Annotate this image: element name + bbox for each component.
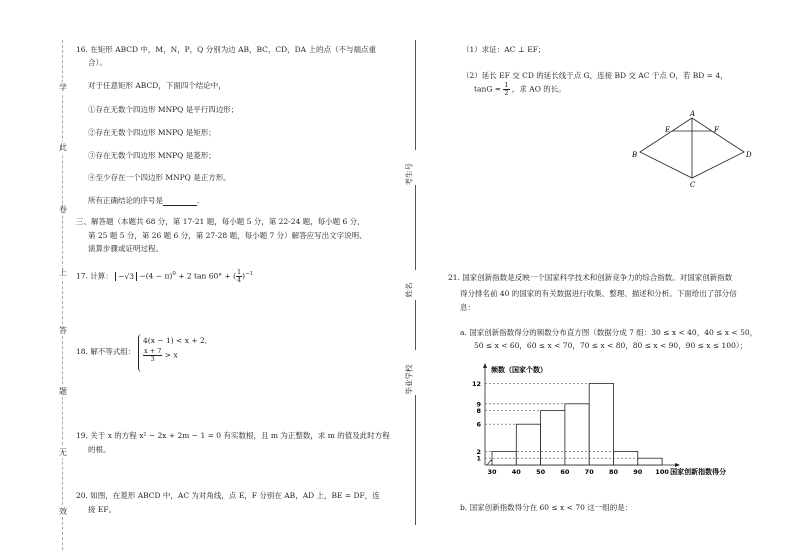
- q17-term3: + 2 tan 60° + (: [178, 271, 237, 281]
- histogram-bar: [589, 383, 613, 465]
- y-tick-label: 12: [471, 379, 481, 388]
- q21-a-line1: a. 国家创新指数得分的频数分布直方图（数据分成 7 组：30 ≤ x < 40，40 ≤ x < 50，: [460, 328, 758, 337]
- q17-expneg1: −1: [245, 271, 254, 277]
- section3-line2: 第 25 题 5 分，第 26 题 6 分，第 27-28 题，每小题 7 分）解答应写出文字说明、: [88, 231, 367, 240]
- q16-line3: 对于任意矩形 ABCD，下面四个结论中，: [88, 81, 226, 90]
- q20-tang: tanG =: [474, 84, 501, 94]
- side-char: 学: [59, 83, 67, 92]
- q17: [76, 266, 253, 285]
- q16-answer-blank[interactable]: [163, 197, 197, 206]
- q17-label: 17. 计算：: [76, 271, 113, 281]
- q20-line1: 20. 如图，在菱形 ABCD 中，AC 为对角线，点 E，F 分别在 AB，AD 上，BE = DF，连: [76, 491, 380, 500]
- side-char: 题: [59, 387, 67, 396]
- section3-line1: 三、解答题（本题共 68 分，第 17-21 题，每小题 5 分，第 22-24 题，每小题 6 分，: [76, 217, 365, 226]
- exam-no-label: 考生号: [404, 163, 414, 186]
- histogram-bar: [638, 458, 662, 465]
- x-tick-label: 90: [633, 468, 643, 476]
- histogram-bar: [492, 451, 516, 465]
- x-tick-label: 50: [536, 468, 546, 476]
- q18-frac: $\frac{x + 7}{3}$: [144, 347, 162, 363]
- label-e: E: [665, 126, 671, 134]
- q20-tail: ，求 AO 的长。: [511, 84, 566, 94]
- x-axis-label: 国家创新指数得分: [670, 468, 727, 476]
- q17-close: ): [242, 271, 246, 281]
- q16-opt1: ①存在无数个四边形 MNPQ 是平行四边形；: [88, 105, 239, 114]
- q17-frac: $\frac{1}{4}$: [237, 268, 242, 284]
- q16-opt2: ②存在无数个四边形 MNPQ 是矩形；: [88, 128, 216, 137]
- side-char: 无: [59, 448, 67, 457]
- y-tick-label: 1: [476, 454, 481, 463]
- q17-exp0: 0: [172, 271, 176, 277]
- histogram-bar: [565, 404, 589, 465]
- binding-line-bottom: [415, 395, 416, 525]
- x-tick-label: 30: [487, 468, 497, 476]
- q18-ineq2-tail: > x: [164, 350, 178, 360]
- q21-b-line1: b. 国家创新指数得分在 60 ≤ x < 70 这一组的是：: [460, 503, 633, 512]
- label-f: F: [714, 126, 719, 134]
- section3-line3: 演算步骤或证明过程。: [88, 244, 163, 253]
- name-label: 姓名: [404, 282, 414, 298]
- q16-opt3: ③存在无数个四边形 MNPQ 是菱形；: [88, 151, 216, 160]
- school-label: 毕业学校: [404, 364, 414, 395]
- q21-line1: 21. 国家创新指数是反映一个国家科学技术和创新竞争力的综合指数。对国家创新指数: [448, 273, 733, 282]
- q18-label: 18. 解不等式组：: [76, 347, 136, 356]
- q18-ineq2: [143, 348, 178, 363]
- q16-line1: 16. 在矩形 ABCD 中，M，N，P，Q 分别为边 AB，BC，CD，DA 上的点（不与端点重: [76, 45, 376, 54]
- q18-ineq1: 4(x − 1) < x + 2,: [143, 336, 208, 345]
- y-tick-label: 8: [476, 407, 481, 416]
- y-tick-label: 2: [476, 447, 481, 456]
- x-tick-label: 70: [584, 468, 594, 476]
- label-c: C: [690, 181, 696, 189]
- q20-frac: $\frac{1}{2}$: [504, 81, 509, 97]
- x-tick-label: 80: [608, 468, 619, 476]
- label-a: A: [690, 110, 696, 118]
- q19-line2: 的根。: [88, 445, 111, 454]
- q16-line2: 合）。: [88, 58, 107, 67]
- q20-line2: 接 EF。: [88, 505, 117, 514]
- x-tick-label: 100: [655, 468, 669, 476]
- q17-abs: −√3: [115, 272, 137, 281]
- side-char: 效: [59, 507, 67, 516]
- q16-ask-text: 所有正确结论的序号是: [88, 196, 163, 205]
- q21-a-line2: 50 ≤ x < 60，60 ≤ x < 70，70 ≤ x < 80，80 ≤ x < 90，90 ≤ x ≤ 100）；: [474, 341, 748, 350]
- q16-opt4: ④至少存在一个四边形 MNPQ 是正方形。: [88, 173, 231, 182]
- histogram-bar: [541, 411, 565, 465]
- histogram-chart: [455, 360, 755, 485]
- x-tick-label: 60: [560, 468, 570, 476]
- side-char: 答: [59, 326, 67, 335]
- y-tick-label: 6: [476, 420, 481, 429]
- q20-part1: （1）求证：AC ⊥ EF；: [462, 45, 546, 54]
- side-char: 上: [59, 268, 67, 277]
- x-tick-label: 40: [511, 468, 521, 476]
- q21-line2: 得分排名前 40 的国家的有关数据进行收集、整理、描述和分析。下面给出了部分信: [460, 289, 737, 298]
- y-axis-arrow: [483, 363, 487, 368]
- label-b: B: [632, 151, 638, 159]
- rhombus-figure: [630, 110, 760, 190]
- y-tick-label: 9: [476, 400, 481, 409]
- binding-line-mid2: [415, 300, 416, 350]
- side-char: 卷: [59, 205, 67, 214]
- q19-line1: 19. 关于 x 的方程 x² − 2x + 2m − 1 = 0 有实数根，且 m 为正整数，求 m 的值及此时方程: [76, 431, 390, 440]
- label-d: D: [746, 151, 752, 159]
- histogram-bar: [516, 424, 540, 465]
- q17-term2: −(4 − π): [139, 271, 173, 281]
- chart-title: 频数（国家个数）: [491, 366, 547, 374]
- q21-line3: 息：: [460, 303, 475, 312]
- q20-part2: （2）延长 EF 交 CD 的延长线于点 G，连接 BD 交 AC 于点 O，若 BD = 4，: [462, 71, 728, 80]
- binding-dashed-line: [62, 40, 63, 550]
- side-char: 此: [59, 143, 67, 152]
- binding-line-top: [415, 40, 416, 150]
- q16-ask: 所有正确结论的序号是 .: [88, 196, 200, 205]
- q20-part2b: [474, 82, 566, 97]
- x-axis-arrow: [675, 463, 680, 467]
- binding-line-mid: [415, 185, 416, 270]
